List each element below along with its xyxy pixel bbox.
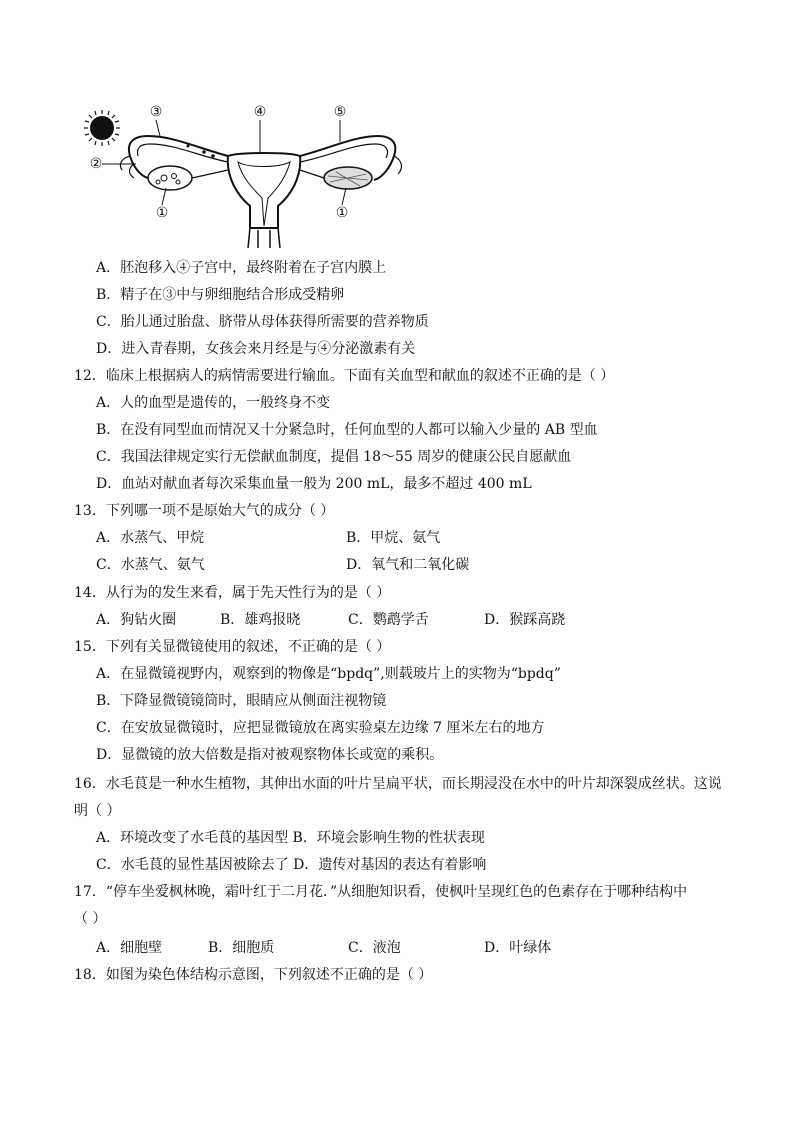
q16-stem-line-2: 明（ ） [74,803,121,819]
q17-option-c: C．液泡 [348,940,401,956]
q12-option-b: B．在没有同型血而情况又十分紧急时，任何血型的人都可以输入少量的 AB 型血 [96,422,598,438]
label-5: ⑤ [333,104,347,120]
q14-stem: 14．从行为的发生来看，属于先天性行为的是（ ） [74,585,391,601]
q17-stem-line-1: 17．“停车坐爱枫林晚，霜叶红于二月花．”从细胞知识看，使枫叶呈现红色的色素存在于哪种结构中 [74,884,688,900]
label-2: ② [89,156,103,172]
q17-options-row [96,939,716,957]
label-1-right: ① [335,205,349,221]
label-4: ④ [253,104,267,120]
q11-option-c: C．胎儿通过胎盘、脐带从母体获得所需要的营养物质 [96,314,429,330]
label-1-left: ① [155,205,169,221]
q13-option-b: B．甲烷、氨气 [346,530,441,546]
q17-option-a: A．细胞壁 [96,940,163,956]
left-ovary-drawing [148,166,192,190]
q13-option-a: A．水蒸气、甲烷 [96,530,205,546]
uterus-diagram [78,98,408,248]
q13-options-row-1 [96,529,716,547]
reproductive-system-figure [78,98,408,248]
q13-stem: 13．下列哪一项不是原始大气的成分（ ） [74,503,335,519]
q16-stem-line-1: 16．水毛茛是一种水生植物，其伸出水面的叶片呈扁平状，而长期浸没在水中的叶片却深裂成丝状。这说 [74,776,722,792]
q14-option-a: A．狗钻火圈 [96,612,177,628]
q11-option-a: A．胚泡移入④子宫中，最终附着在子宫内膜上 [96,260,387,276]
q15-option-d: D．显微镜的放大倍数是指对被观察物体长或宽的乘积。 [96,747,444,763]
q17-stem-line-2: （ ） [74,911,107,927]
q12-option-a: A．人的血型是遗传的，一般终身不变 [96,395,331,411]
q17-option-b: B．细胞质 [208,940,275,956]
q15-stem: 15．下列有关显微镜使用的叙述，不正确的是（ ） [74,639,391,655]
q15-option-b: B．下降显微镜镜筒时，眼睛应从侧面注视物镜 [96,693,387,709]
vagina-drawing [248,228,280,248]
egg-cell-drawing [84,110,120,146]
q18-stem: 18．如图为染色体结构示意图，下列叙述不正确的是（ ） [74,967,433,983]
q12-option-d: D．血站对献血者每次采集血量一般为 200 mL，最多不超过 400 mL [96,476,532,492]
q12-stem: 12．临床上根据病人的病情需要进行输血。下面有关血型和献血的叙述不正确的是（ ） [74,368,615,384]
q13-option-d: D．氧气和二氧化碳 [346,557,470,573]
q15-option-a: A．在显微镜视野内，观察到的物像是“bpdq”,则载玻片上的实物为“bpdq” [96,666,561,682]
q13-options-row-2 [96,556,716,574]
q16-options-row-2: C．水毛茛的显性基因被除去了 D．遗传对基因的表达有着影响 [96,857,487,873]
q14-option-d: D．猴踩高跷 [484,612,566,628]
q13-option-c: C．水蒸气、氨气 [96,557,205,573]
q11-option-b: B．精子在③中与卵细胞结合形成受精卵 [96,287,345,303]
q16-options-row-1: A．环境改变了水毛茛的基因型 B．环境会影响生物的性状表现 [96,830,485,846]
label-3: ③ [149,104,163,120]
q11-option-d: D．进入青春期，女孩会来月经是与④分泌激素有关 [96,341,416,357]
q15-option-c: C．在安放显微镜时，应把显微镜放在离实验桌左边缘 7 厘米左右的地方 [96,720,545,736]
q14-options-row [96,611,716,629]
q14-option-c: C．鹦鹉学舌 [348,612,429,628]
q14-option-b: B．雄鸡报晓 [220,612,301,628]
q12-option-c: C．我国法律规定实行无偿献血制度，提倡 18～55 周岁的健康公民自愿献血 [96,449,572,465]
q17-option-d: D．叶绿体 [484,940,552,956]
